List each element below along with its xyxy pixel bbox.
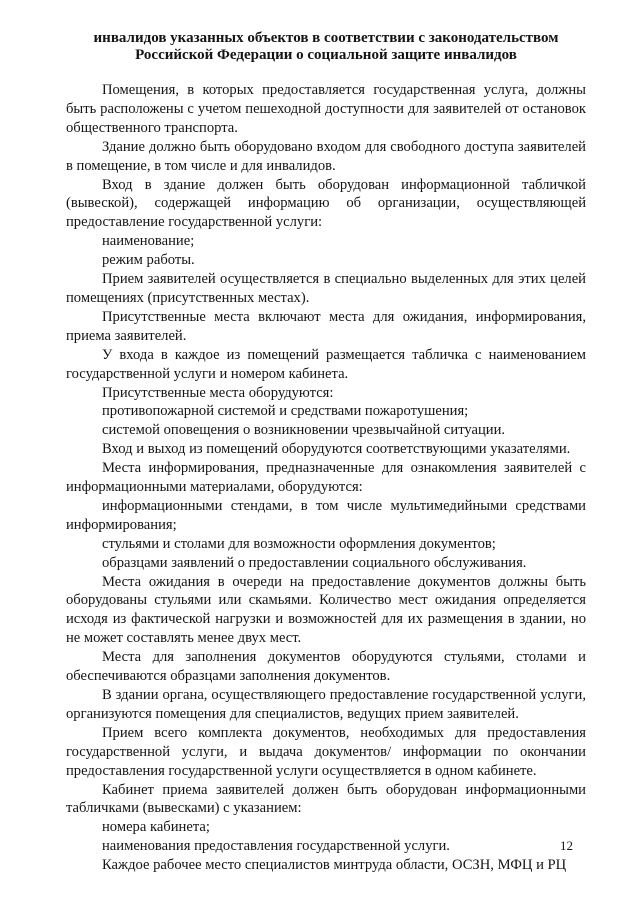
page-number: 12 (560, 838, 573, 853)
list-item: системой оповещения о возникновении чрезвычайной ситуации. (102, 422, 506, 439)
paragraph: Места ожидания в очереди на предоставление документов должны быть оборудованы стульями или скамьями. Количество мест ожидания определяется исходя из фактической нагрузки и возможностей для их размещения в здании, но не может составлять менее двух мест. (66, 573, 586, 647)
list-item: Присутственные места оборудуются: (102, 384, 334, 401)
paragraph: информационными стендами, в том числе мультимедийными средствами информирования; (66, 497, 586, 533)
list-item: противопожарной системой и средствами пожаротушения; (102, 403, 469, 420)
list-item: номера кабинета; (102, 819, 210, 836)
list-item: стульями и столами для возможности оформления документов; (102, 535, 496, 552)
paragraph: Вход в здание должен быть оборудован информационной табличкой (вывеской), содержащей информацию об организации, осуществляющей предоставление государственной услуги: (66, 176, 586, 231)
paragraph: Присутственные места включают места для ожидания, информирования, приема заявителей. (66, 308, 586, 344)
list-item: режим работы. (102, 252, 195, 269)
paragraph: Вход и выход из помещений оборудуются соответствующими указателями. (102, 441, 571, 458)
heading-line-2: Российской Федерации о социальной защите инвалидов (135, 47, 517, 63)
list-item: наименования предоставления государственной услуги. (102, 838, 450, 855)
paragraph: Здание должно быть оборудовано входом для свободного доступа заявителей в помещение, в том числе и для инвалидов. (66, 138, 586, 174)
paragraph: Прием заявителей осуществляется в специально выделенных для этих целей помещениях (присутственных местах). (66, 271, 586, 306)
paragraph: Кабинет приема заявителей должен быть оборудован информационными табличками (вывесками) с указанием: (66, 781, 586, 817)
document-page (66, 30, 586, 875)
list-item: наименование; (102, 233, 195, 250)
paragraph: Места для заполнения документов оборудуются стульями, столами и обеспечиваются образцами заполнения документов. (66, 649, 586, 685)
paragraph: Помещения, в которых предоставляется государственная услуга, должны быть расположены с учетом пешеходной доступности для заявителей от остановок общественного транспорта. (66, 82, 586, 136)
paragraph: Прием всего комплекта документов, необходимых для предоставления государственной услуги, и выдача документов/ информации по окончании предоставления государственной услуги осуществляется в одном кабинете. (66, 724, 586, 779)
heading-line-1: инвалидов указанных объектов в соответствии с законодательством (93, 30, 559, 46)
paragraph: В здании органа, осуществляющего предоставление государственной услуги, организуются помещения для специалистов, ведущих прием заявителей. (66, 687, 586, 722)
paragraph: Каждое рабочее место специалистов минтруда области, ОСЗН, МФЦ и РЦ (102, 857, 567, 874)
paragraph: Места информирования, предназначенные для ознакомления заявителей с информационными материалами, оборудуются: (66, 460, 586, 496)
paragraph: У входа в каждое из помещений размещается табличка с наименованием государственной услуги и номером кабинета. (66, 346, 586, 382)
list-item: образцами заявлений о предоставлении социального обслуживания. (102, 554, 527, 571)
section-heading (66, 30, 586, 64)
document-body (66, 81, 586, 875)
